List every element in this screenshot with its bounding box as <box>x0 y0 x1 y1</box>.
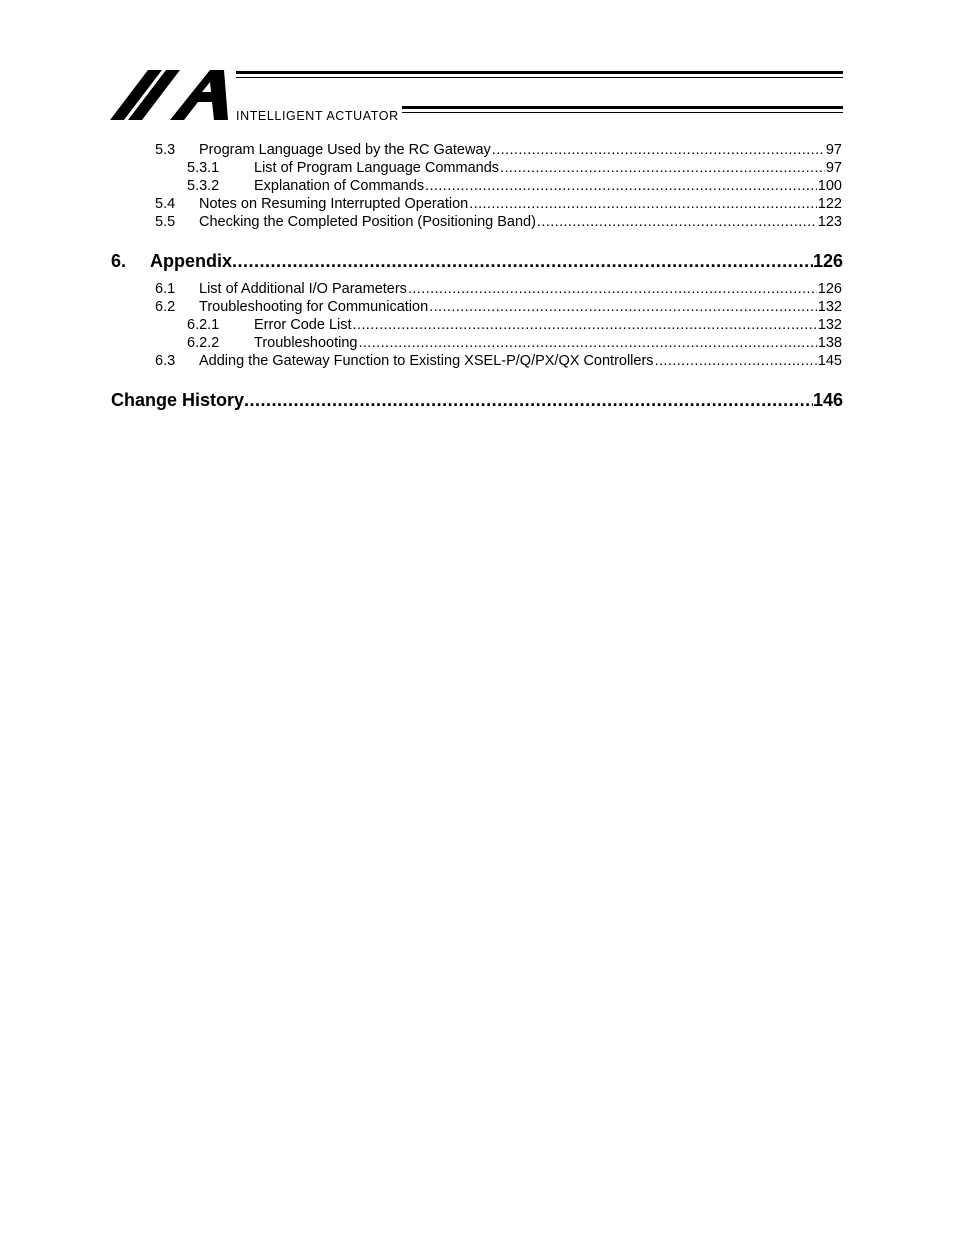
toc-chapter-row <box>0 249 954 273</box>
toc-row <box>0 177 954 195</box>
toc-entry-link[interactable] <box>199 213 842 231</box>
toc-leader <box>353 316 817 334</box>
toc-number: 5.3 <box>155 142 176 158</box>
toc-leader <box>358 334 816 352</box>
toc-number: 6.2.1 <box>187 317 220 333</box>
toc-number: 5.3.1 <box>187 160 220 176</box>
toc-entry-link[interactable] <box>199 298 842 316</box>
toc-title: Adding the Gateway Function to Existing XSEL-P/Q/PX/QX Controllers <box>199 353 654 369</box>
toc-row <box>0 316 954 334</box>
toc-number: 6.1 <box>155 281 176 297</box>
logo-text: INTELLIGENT ACTUATOR <box>236 109 399 123</box>
page-header <box>0 0 954 130</box>
toc-entry-link[interactable] <box>199 280 842 298</box>
toc-title: Explanation of Commands <box>254 178 425 194</box>
toc-row <box>0 141 954 159</box>
toc-title: Program Language Used by the RC Gateway <box>199 142 491 158</box>
toc-page: 97 <box>825 160 842 176</box>
toc-page: 138 <box>817 335 842 351</box>
toc-number: 5.3.2 <box>187 178 220 194</box>
header-rule-top-thick <box>236 71 843 74</box>
toc-entry-link[interactable] <box>254 316 842 334</box>
toc-leader <box>232 249 813 273</box>
toc-title: Troubleshooting for Communication <box>199 299 429 315</box>
toc-leader <box>500 159 825 177</box>
toc-number: 6.2.2 <box>187 335 220 351</box>
toc-entry-link[interactable] <box>254 334 842 352</box>
toc-chapter-title: Change History <box>111 390 245 410</box>
toc-leader <box>492 141 825 159</box>
header-rule-bottom-thick <box>402 106 843 109</box>
toc-number: 5.5 <box>155 214 176 230</box>
toc-number: 6.2 <box>155 299 176 315</box>
toc-page: 100 <box>817 178 842 194</box>
toc-entry-link[interactable] <box>199 141 842 159</box>
toc-leader <box>429 298 817 316</box>
toc-title: Troubleshooting <box>254 335 358 351</box>
toc-chapter-number: 6. <box>111 251 127 271</box>
toc-leader <box>425 177 817 195</box>
toc-page: 123 <box>817 214 842 230</box>
toc-row <box>0 298 954 316</box>
toc-title: Notes on Resuming Interrupted Operation <box>199 196 469 212</box>
toc-row <box>0 159 954 177</box>
header-rule-top-thin <box>236 77 843 78</box>
toc-leader <box>655 352 817 370</box>
toc-row <box>0 280 954 298</box>
toc-leader <box>537 213 817 231</box>
toc-leader <box>469 195 817 213</box>
toc-number: 5.4 <box>155 196 176 212</box>
toc-row <box>0 195 954 213</box>
toc-chapter-link[interactable] <box>111 388 843 412</box>
toc-entry-link[interactable] <box>254 159 842 177</box>
toc-row <box>0 334 954 352</box>
toc-title: Checking the Completed Position (Positioning Band) <box>199 214 536 230</box>
toc-row <box>0 213 954 231</box>
toc-chapter-page: 126 <box>812 251 843 271</box>
toc-chapter-title: Appendix <box>150 251 233 271</box>
toc-page: 145 <box>817 353 842 369</box>
toc-page: 132 <box>817 299 842 315</box>
toc-row <box>0 352 954 370</box>
header-rule-bottom-thin <box>402 112 843 113</box>
toc-page: 126 <box>817 281 842 297</box>
toc-page: 97 <box>825 142 842 158</box>
toc-chapter-row <box>0 388 954 412</box>
toc-chapter-page: 146 <box>812 390 843 410</box>
toc-page: 132 <box>817 317 842 333</box>
toc-entry-link[interactable] <box>199 352 842 370</box>
toc-chapter-link[interactable] <box>150 249 843 273</box>
toc-title: List of Program Language Commands <box>254 160 500 176</box>
toc-entry-link[interactable] <box>254 177 842 195</box>
iai-logo-icon <box>110 68 234 122</box>
toc-number: 6.3 <box>155 353 176 369</box>
toc-entry-link[interactable] <box>199 195 842 213</box>
toc-title: List of Additional I/O Parameters <box>199 281 407 297</box>
toc-leader <box>244 388 813 412</box>
toc-leader <box>408 280 817 298</box>
toc-page: 122 <box>817 196 842 212</box>
toc-title: Error Code List <box>254 317 352 333</box>
